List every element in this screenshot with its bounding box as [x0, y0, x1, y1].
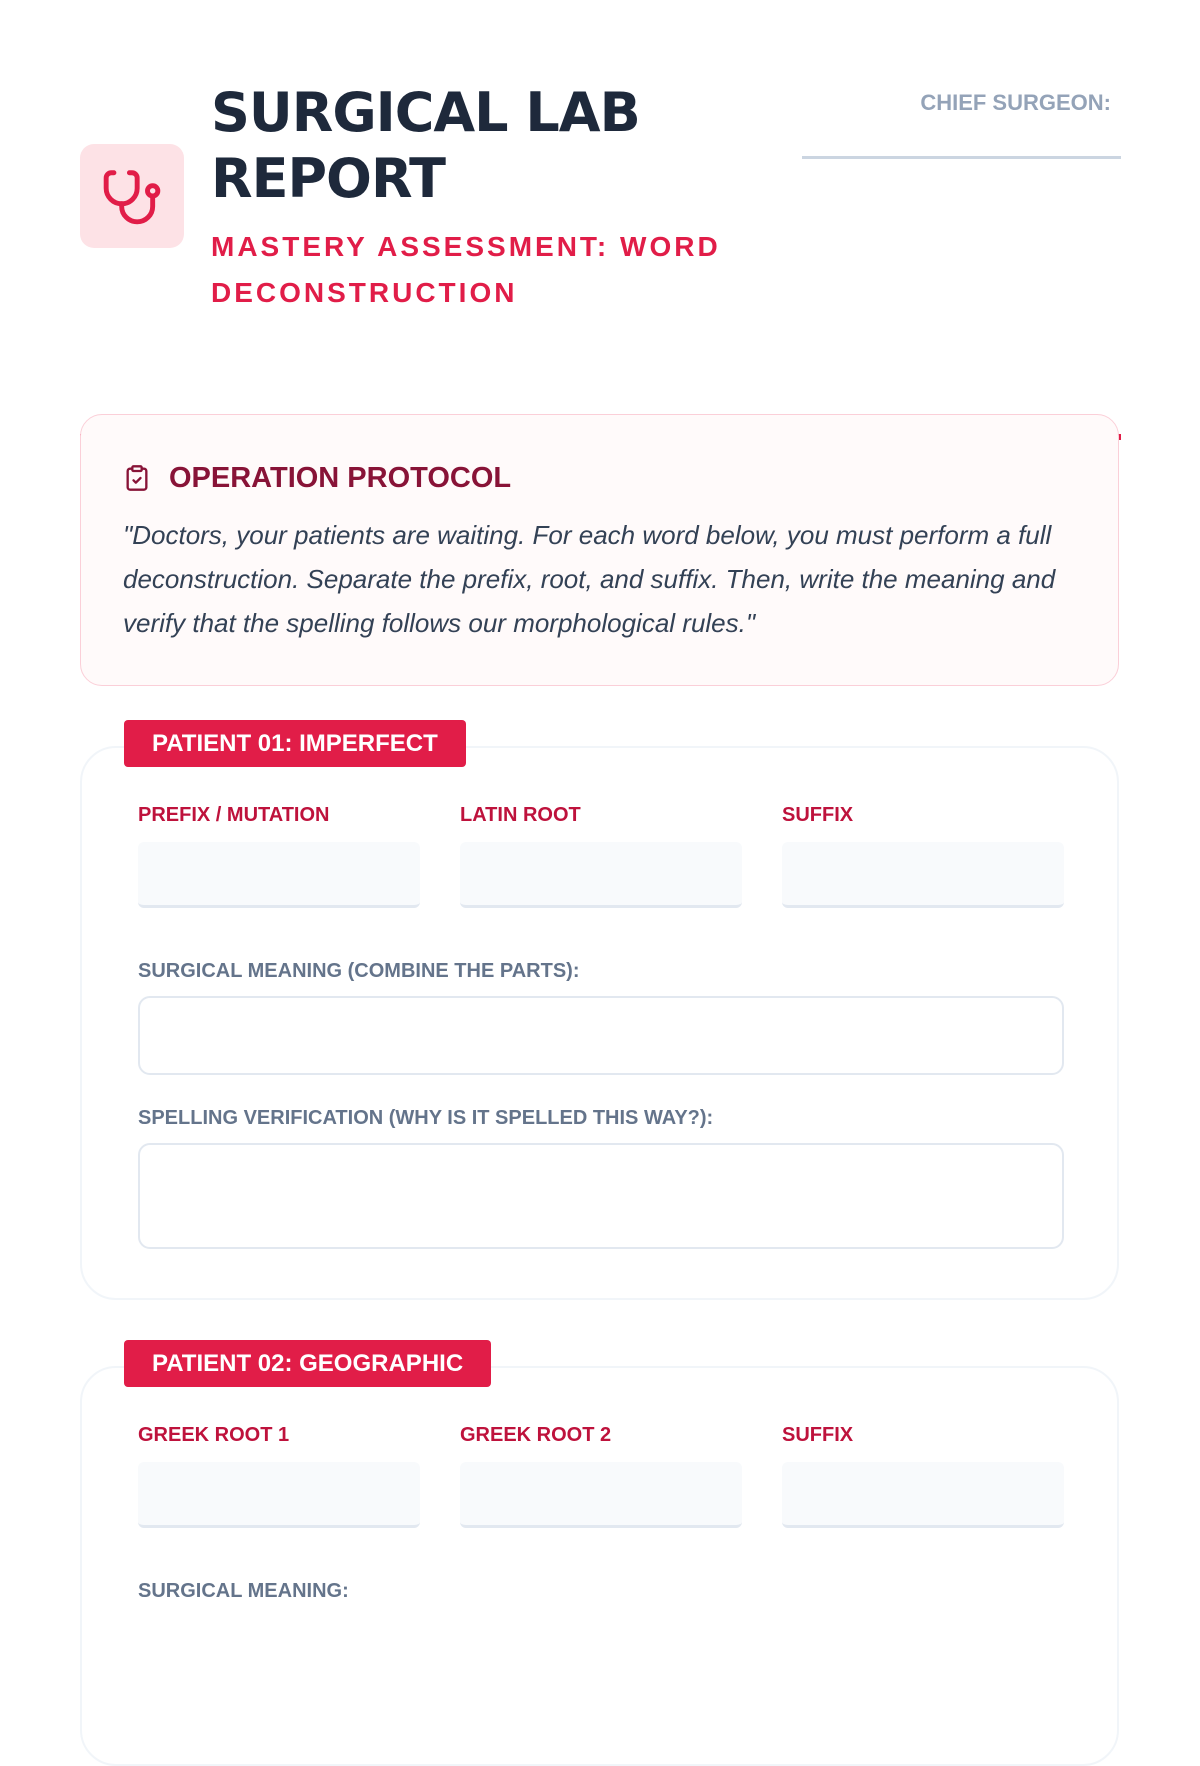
- meaning-input[interactable]: [138, 996, 1064, 1075]
- title-block: [211, 80, 811, 316]
- suffix-input[interactable]: [782, 842, 1064, 908]
- patient-tag: PATIENT 01: IMPERFECT: [124, 720, 466, 767]
- page-subtitle: MASTERY ASSESSMENT: WORD DECONSTRUCTION: [211, 231, 721, 308]
- meaning-label: SURGICAL MEANING (COMBINE THE PARTS):: [138, 960, 580, 982]
- patient-card-02: [80, 1340, 1119, 1640]
- spelling-input[interactable]: [138, 1143, 1064, 1249]
- protocol-instructions: "Doctors, your patients are waiting. For each word below, you must perform a full deconstruction. Separate the prefix, root, and suffix. Then, write the meaning and verify that the spelling follows our morphological rules.": [123, 520, 1056, 638]
- suffix-input[interactable]: [782, 1462, 1064, 1528]
- chief-surgeon-field[interactable]: [802, 156, 1121, 159]
- part-label: GREEK ROOT 2: [460, 1424, 612, 1446]
- protocol-title: OPERATION PROTOCOL: [169, 461, 512, 494]
- patient-card-body: [80, 746, 1119, 1300]
- patient-tag: PATIENT 02: GEOGRAPHIC: [124, 1340, 491, 1387]
- part-label: GREEK ROOT 1: [138, 1424, 290, 1446]
- stethoscope-icon: [101, 165, 163, 227]
- latin-root-input[interactable]: [460, 842, 742, 908]
- greek-root-2-input[interactable]: [460, 1462, 742, 1528]
- chief-surgeon-label: CHIEF SURGEON:: [920, 90, 1111, 115]
- meaning-label: SURGICAL MEANING:: [138, 1580, 349, 1602]
- protocol-header: [123, 461, 1076, 495]
- logo-badge: [80, 144, 184, 248]
- report-header: [80, 80, 1121, 362]
- page-title: SURGICAL LAB REPORT: [211, 81, 640, 210]
- part-label: LATIN ROOT: [460, 804, 581, 826]
- part-label: PREFIX / MUTATION: [138, 804, 330, 826]
- lab-report-page: [80, 0, 1121, 1600]
- clipboard-check-icon: [123, 461, 153, 495]
- spelling-label: SPELLING VERIFICATION (WHY IS IT SPELLED THIS WAY?):: [138, 1107, 714, 1129]
- operation-protocol-panel: [80, 414, 1119, 686]
- patient-card-body: [80, 1366, 1119, 1766]
- greek-root-1-input[interactable]: [138, 1462, 420, 1528]
- prefix-input[interactable]: [138, 842, 420, 908]
- part-label: SUFFIX: [782, 1424, 854, 1446]
- part-label: SUFFIX: [782, 804, 854, 826]
- patient-card-01: [80, 720, 1119, 1300]
